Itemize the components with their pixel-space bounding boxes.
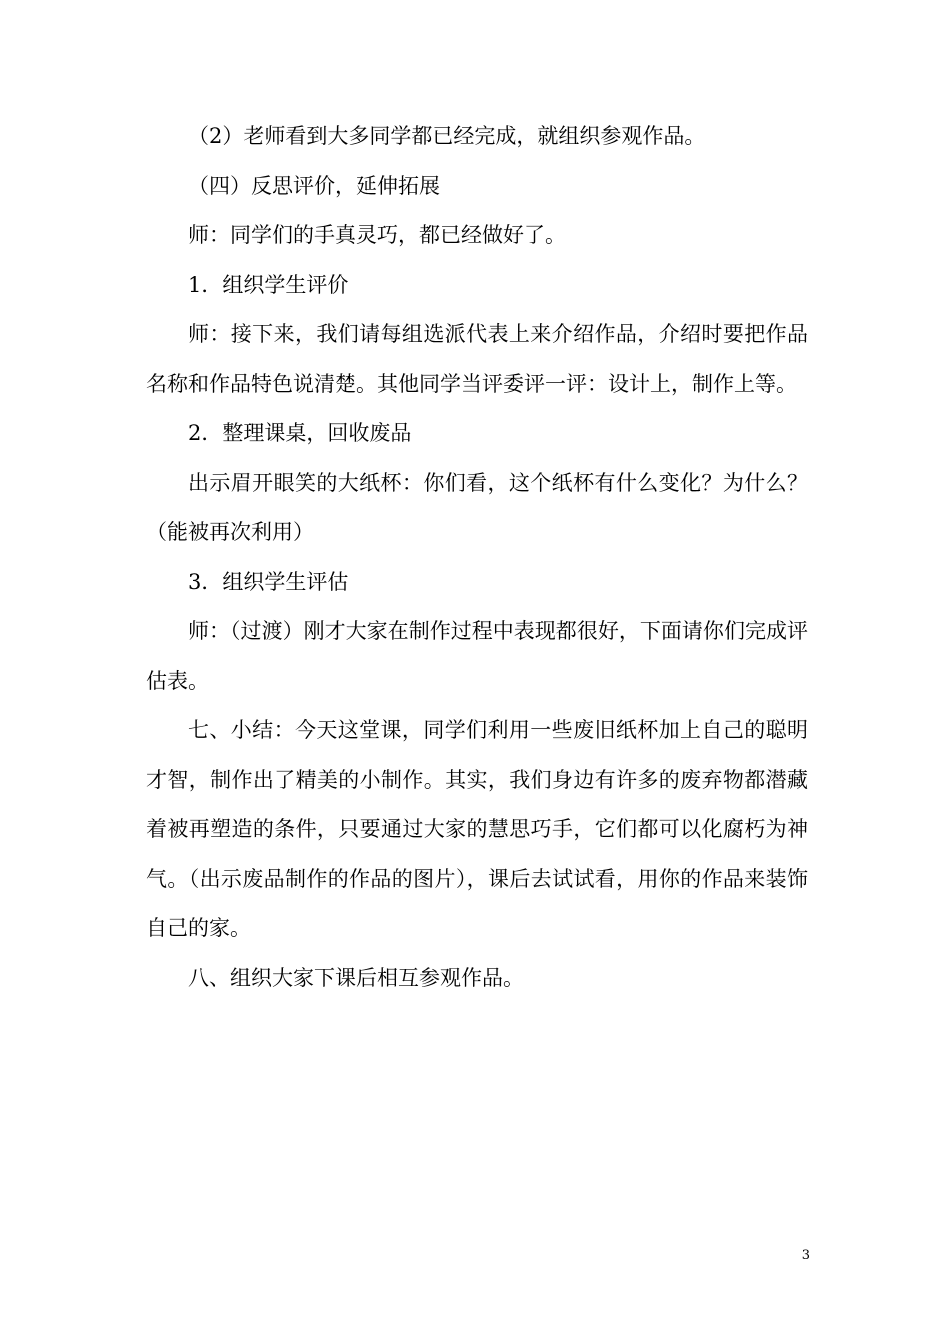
paragraph-closing: 八、组织大家下课后相互参观作品。 (188, 965, 524, 990)
item-heading-evaluation: 1．组织学生评价 (188, 272, 349, 297)
paragraph-teacher-assessment: 师：（过渡）刚才大家在制作过程中表现都很好，下面请你们完成评估表。 (146, 619, 808, 693)
document-body (146, 112, 808, 1003)
paragraph-summary: 七、小结：今天这堂课，同学们利用一些废旧纸杯加上自己的聪明才智，制作出了精美的小制作。其实，我们身边有许多的废弃物都潜藏着被再塑造的条件，只要通过大家的慧思巧手，它们都可以化腐朽为神气。（出示废品制作的作品的图片），课后去试试看，用你的作品来装饰自己的家。 (146, 718, 808, 940)
paragraph-step-2: （2）老师看到大多同学都已经完成，就组织参观作品。 (188, 124, 706, 148)
item-heading-cleanup: 2．整理课桌，回收废品 (188, 421, 412, 445)
paragraph-teacher-praise: 师：同学们的手真灵巧，都已经做好了。 (188, 223, 566, 247)
paragraph-paper-cup: 出示眉开眼笑的大纸杯：你们看，这个纸杯有什么变化？为什么？（能被再次利用） (146, 470, 808, 544)
item-heading-assessment: 3．组织学生评估 (188, 569, 349, 594)
section-heading-reflection: （四）反思评价，延伸拓展 (188, 173, 440, 198)
paragraph-teacher-presentation: 师：接下来，我们请每组选派代表上来介绍作品，介绍时要把作品名称和作品特色说清楚。其他同学当评委评一评：设计上，制作上等。 (146, 322, 808, 396)
page-number: 3 (801, 1248, 810, 1263)
